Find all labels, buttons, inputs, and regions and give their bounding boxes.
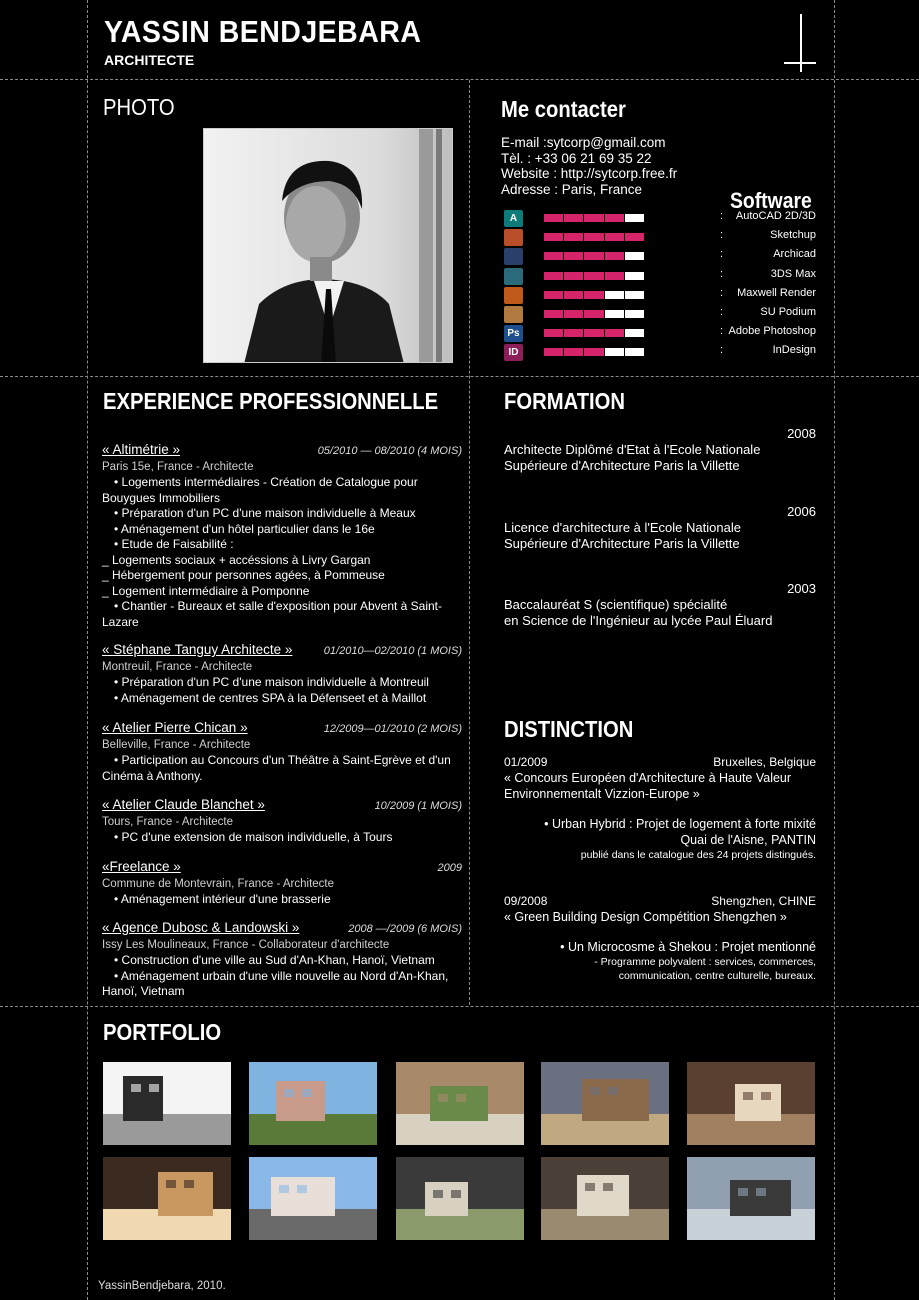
skill-bar-segment	[544, 310, 563, 318]
skill-bar-segment	[564, 233, 583, 241]
skill-bar-segment	[564, 252, 583, 260]
software-label	[720, 325, 816, 337]
distinction-header	[504, 754, 816, 770]
experience-dates: 10/2009 (1 MOIS)	[374, 800, 462, 812]
portfolio-thumbnail[interactable]	[687, 1062, 815, 1145]
software-name: Maxwell Render	[737, 287, 816, 299]
software-icon-glyph: Ps	[507, 328, 520, 339]
experience-task: • Etude de Faisabilité :	[114, 537, 234, 551]
skill-bar-segment	[605, 233, 624, 241]
formation-year: 2003	[787, 581, 816, 596]
experience-company[interactable]: «Freelance »	[102, 859, 181, 874]
guide-line-right	[834, 0, 835, 1300]
skill-bar-segment	[625, 329, 644, 337]
skill-bar	[544, 291, 644, 299]
skill-bar	[544, 348, 644, 356]
experience-company[interactable]: « Stéphane Tanguy Architecte »	[102, 642, 293, 657]
experience-task: • Aménagement urbain d'une ville nouvelle au Nord d'An-Khan,	[114, 968, 449, 983]
skill-bar-segment	[605, 329, 624, 337]
formation-entry	[504, 581, 816, 629]
skill-bar-segment	[625, 214, 644, 222]
contact-email[interactable]: E-mail :sytcorp@gmail.com	[501, 135, 666, 150]
experience-task: • Participation au Concours d'un Théâtre à Saint-Egrève et d'un	[114, 753, 451, 767]
skill-bar-segment	[605, 272, 624, 280]
portrait-photo	[203, 128, 453, 363]
experience-entry-header	[102, 859, 462, 877]
experience-task: Lazare	[102, 614, 139, 629]
experience-entry-header	[102, 920, 462, 938]
skill-bar-segment	[564, 272, 583, 280]
skill-bar-segment	[584, 291, 603, 299]
photo-heading: PHOTO	[103, 94, 175, 120]
contact-website[interactable]: Website : http://sytcorp.free.fr	[501, 166, 678, 181]
experience-location: Issy Les Moulineaux, France - Collaborateur d'architecte	[102, 938, 390, 951]
experience-entry	[102, 720, 462, 784]
contact-address: Adresse : Paris, France	[501, 181, 643, 197]
portfolio-thumbnail[interactable]	[541, 1062, 669, 1145]
software-label	[720, 210, 816, 222]
software-label	[720, 229, 816, 241]
maxwell-icon	[504, 287, 523, 304]
supodium-icon	[504, 306, 523, 323]
experience-entry	[102, 859, 462, 908]
experience-task: • Préparation d'un PC d'une maison individuelle à Meaux	[114, 506, 416, 520]
experience-task: • Construction d'une ville au Sud d'An-Khan, Hanoï, Vietnam	[114, 953, 435, 967]
3dsmax-icon	[504, 268, 523, 285]
guide-line-upper	[0, 376, 919, 377]
formation-degree-line: en Science de l'Ingénieur au lycée Paul Éluard	[504, 613, 773, 628]
experience-task: • PC d'une extension de maison individuelle, à Tours	[114, 830, 393, 844]
portfolio-thumbnail[interactable]	[103, 1157, 231, 1240]
skill-bar-segment	[625, 272, 644, 280]
experience-task: • Chantier - Bureaux et salle d'exposition pour Abvent à Saint-	[114, 599, 443, 613]
software-label-colon: :	[720, 306, 724, 318]
experience-entry-header	[102, 720, 462, 738]
person-title: ARCHITECTE	[104, 52, 195, 68]
skill-bar	[544, 272, 644, 280]
software-label-colon: :	[720, 287, 724, 299]
experience-location: Tours, France - Architecte	[102, 815, 234, 828]
skill-bar-segment	[564, 214, 583, 222]
portfolio-thumbnail[interactable]	[249, 1157, 377, 1240]
software-name: 3DS Max	[770, 268, 816, 280]
skill-bar-segment	[584, 272, 603, 280]
contact-details	[501, 135, 677, 197]
skill-bar	[544, 233, 644, 241]
portfolio-thumbnail[interactable]	[396, 1062, 524, 1145]
experience-task: • Préparation d'un PC d'une maison individuelle à Montreuil	[114, 675, 429, 689]
experience-task: • Aménagement de centres SPA à la Défenseet et à Maillot	[114, 690, 427, 705]
distinction-place: Bruxelles, Belgique	[713, 755, 816, 769]
experience-dates: 12/2009—01/2010 (2 MOIS)	[323, 723, 462, 735]
software-heading: Software	[730, 188, 812, 213]
portfolio-thumbnail[interactable]	[396, 1157, 524, 1240]
skill-bar	[544, 329, 644, 337]
distinction-date: 01/2009	[504, 755, 548, 769]
distinction-entry	[504, 893, 816, 983]
distinction-title-line: Environnementalt Vizzion-Europe »	[504, 787, 700, 801]
formation-year: 2006	[787, 504, 816, 519]
crosshair-mark-horizontal	[784, 62, 816, 64]
formation-heading: FORMATION	[504, 388, 626, 414]
skill-bar-segment	[564, 329, 583, 337]
software-label	[720, 306, 816, 318]
autocad-icon	[504, 210, 523, 227]
distinction-entry	[504, 754, 816, 862]
software-icon-glyph: A	[509, 213, 518, 224]
experience-location: Montreuil, France - Architecte	[102, 660, 253, 673]
skill-bar-segment	[625, 291, 644, 299]
distinction-project-line: • Un Microcosme à Shekou : Projet mentionné	[560, 940, 816, 954]
contact-heading: Me contacter	[501, 96, 626, 122]
skill-bar-segment	[584, 233, 603, 241]
skill-bar	[544, 310, 644, 318]
experience-location: Commune de Montevrain, France - Architecte	[102, 877, 335, 890]
software-icon-glyph: ID	[508, 347, 519, 358]
skill-bar-segment	[584, 214, 603, 222]
distinction-heading: DISTINCTION	[504, 716, 634, 742]
formation-year: 2008	[787, 426, 816, 441]
software-name: InDesign	[772, 344, 816, 356]
archicad-icon	[504, 248, 523, 265]
indesign-icon	[504, 344, 523, 361]
photoshop-icon	[504, 325, 523, 342]
software-label-colon: :	[720, 325, 724, 337]
portfolio-heading: PORTFOLIO	[103, 1019, 222, 1045]
experience-entry	[102, 642, 462, 706]
skill-bar-segment	[584, 348, 603, 356]
skill-bar-segment	[605, 348, 624, 356]
experience-task: • Aménagement d'un hôtel particulier dans le 16e	[114, 521, 375, 536]
software-label-colon: :	[720, 344, 724, 356]
experience-entry	[102, 797, 462, 846]
skill-bar	[544, 214, 644, 222]
software-label	[720, 268, 816, 280]
skill-bar-segment	[625, 233, 644, 241]
experience-company[interactable]: « Agence Dubosc & Landowski »	[102, 920, 300, 935]
skill-bar-segment	[605, 310, 624, 318]
skill-bar-segment	[544, 272, 563, 280]
experience-dates: 2008 —/2009 (6 MOIS)	[348, 923, 462, 935]
formation-degree-line: Architecte Diplômé d'Etat à l'Ecole Nationale	[504, 442, 761, 457]
skill-bar-segment	[544, 252, 563, 260]
experience-company[interactable]: « Altimétrie »	[102, 442, 181, 457]
skill-bar-segment	[625, 252, 644, 260]
skill-bar-segment	[544, 214, 563, 222]
formation-degree-line: Supérieure d'Architecture Paris la Villette	[504, 458, 740, 473]
distinction-project-line: • Urban Hybrid : Projet de logement à forte mixité	[544, 817, 816, 831]
skill-bar	[544, 252, 644, 260]
guide-line-left	[87, 0, 88, 1300]
skill-bar-segment	[605, 252, 624, 260]
distinction-project-line: Quai de l'Aisne, PANTIN	[680, 833, 816, 847]
experience-entry-header	[102, 642, 462, 660]
skill-bar-segment	[584, 329, 603, 337]
portfolio-thumbnail[interactable]	[103, 1062, 231, 1145]
formation-degree-line: Licence d'architecture à l'Ecole Nationale	[504, 520, 741, 535]
experience-entry	[102, 920, 462, 1000]
portfolio-thumbnail[interactable]	[687, 1157, 815, 1240]
software-label-colon: :	[720, 210, 724, 222]
skill-bar-segment	[564, 310, 583, 318]
distinction-spacer	[504, 802, 816, 816]
software-label-colon: :	[720, 248, 724, 260]
experience-task: Hanoï, Vietnam	[102, 984, 185, 998]
experience-company[interactable]: « Atelier Claude Blanchet »	[102, 797, 265, 812]
skill-bar-segment	[544, 291, 563, 299]
software-label	[720, 344, 816, 356]
sketchup-icon	[504, 229, 523, 246]
skill-bar-segment	[605, 214, 624, 222]
distinction-note-line: publié dans le catalogue des 24 projets distingués.	[580, 849, 816, 861]
software-name: Archicad	[773, 248, 816, 260]
software-name: Sketchup	[770, 229, 816, 241]
experience-company[interactable]: « Atelier Pierre Chican »	[102, 720, 248, 735]
distinction-note-line: communication, centre culturelle, bureaux.	[618, 970, 816, 982]
experience-task: _ Logement intermédiaire à Pomponne	[102, 583, 310, 598]
skill-bar-segment	[605, 291, 624, 299]
software-name: AutoCAD 2D/3D	[735, 210, 816, 222]
formation-entry	[504, 426, 816, 474]
experience-dates: 2009	[437, 862, 462, 874]
software-label	[720, 287, 816, 299]
experience-task: Cinéma à Anthony.	[102, 768, 203, 783]
distinction-title-line: « Concours Européen d'Architecture à Haute Valeur	[504, 771, 792, 785]
software-label-colon: :	[720, 229, 724, 241]
experience-task: _ Hébergement pour personnes agées, à Pommeuse	[102, 568, 385, 582]
skill-bar-segment	[584, 252, 603, 260]
formation-entry	[504, 504, 816, 552]
distinction-header	[504, 893, 816, 909]
skill-bar-segment	[544, 348, 563, 356]
guide-line-middle	[469, 80, 470, 1005]
distinction-spacer	[504, 925, 816, 939]
software-label	[720, 248, 816, 260]
distinction-place: Shengzhen, CHINE	[711, 894, 816, 908]
guide-line-top	[0, 79, 919, 80]
software-label-colon: :	[720, 268, 724, 280]
experience-task: Bouygues Immobiliers	[102, 490, 221, 505]
footer-credit: YassinBendjebara, 2010.	[98, 1280, 226, 1292]
experience-task: • Logements intermédiaires - Création de Catalogue pour	[114, 475, 418, 489]
skill-bar-segment	[564, 348, 583, 356]
distinction-title-line: « Green Building Design Compétition Shengzhen »	[504, 910, 787, 924]
experience-dates: 01/2010—02/2010 (1 MOIS)	[323, 645, 462, 657]
skill-bar-segment	[544, 233, 563, 241]
formation-degree-line: Baccalauréat S (scientifique) spécialité	[504, 597, 728, 612]
skill-bar-segment	[544, 329, 563, 337]
experience-entry-header	[102, 442, 462, 460]
experience-task: • Aménagement intérieur d'une brasserie	[114, 892, 331, 906]
skill-bar-segment	[564, 291, 583, 299]
experience-dates: 05/2010 — 08/2010 (4 MOIS)	[317, 445, 462, 457]
skill-bar-segment	[625, 310, 644, 318]
experience-entry	[102, 442, 462, 630]
experience-location: Belleville, France - Architecte	[102, 738, 251, 751]
distinction-date: 09/2008	[504, 894, 548, 908]
software-name: Adobe Photoshop	[728, 325, 816, 337]
portfolio-thumbnail[interactable]	[249, 1062, 377, 1145]
person-name: YASSIN BENDJEBARA	[104, 14, 422, 49]
experience-task: _ Logements sociaux + accéssions à Livry Gargan	[102, 552, 371, 567]
skill-bar-segment	[584, 310, 603, 318]
formation-degree-line: Supérieure d'Architecture Paris la Villette	[504, 536, 740, 551]
distinction-note-line: - Programme polyvalent : services, commerces,	[594, 956, 816, 968]
portfolio-thumbnail[interactable]	[541, 1157, 669, 1240]
guide-line-lower	[0, 1006, 919, 1007]
experience-entry-header	[102, 797, 462, 815]
software-name: SU Podium	[760, 306, 816, 318]
skill-bar-segment	[625, 348, 644, 356]
experience-heading: EXPERIENCE PROFESSIONNELLE	[103, 388, 439, 414]
contact-phone[interactable]: Tèl. : +33 06 21 69 35 22	[501, 150, 652, 166]
experience-location: Paris 15e, France - Architecte	[102, 460, 254, 473]
